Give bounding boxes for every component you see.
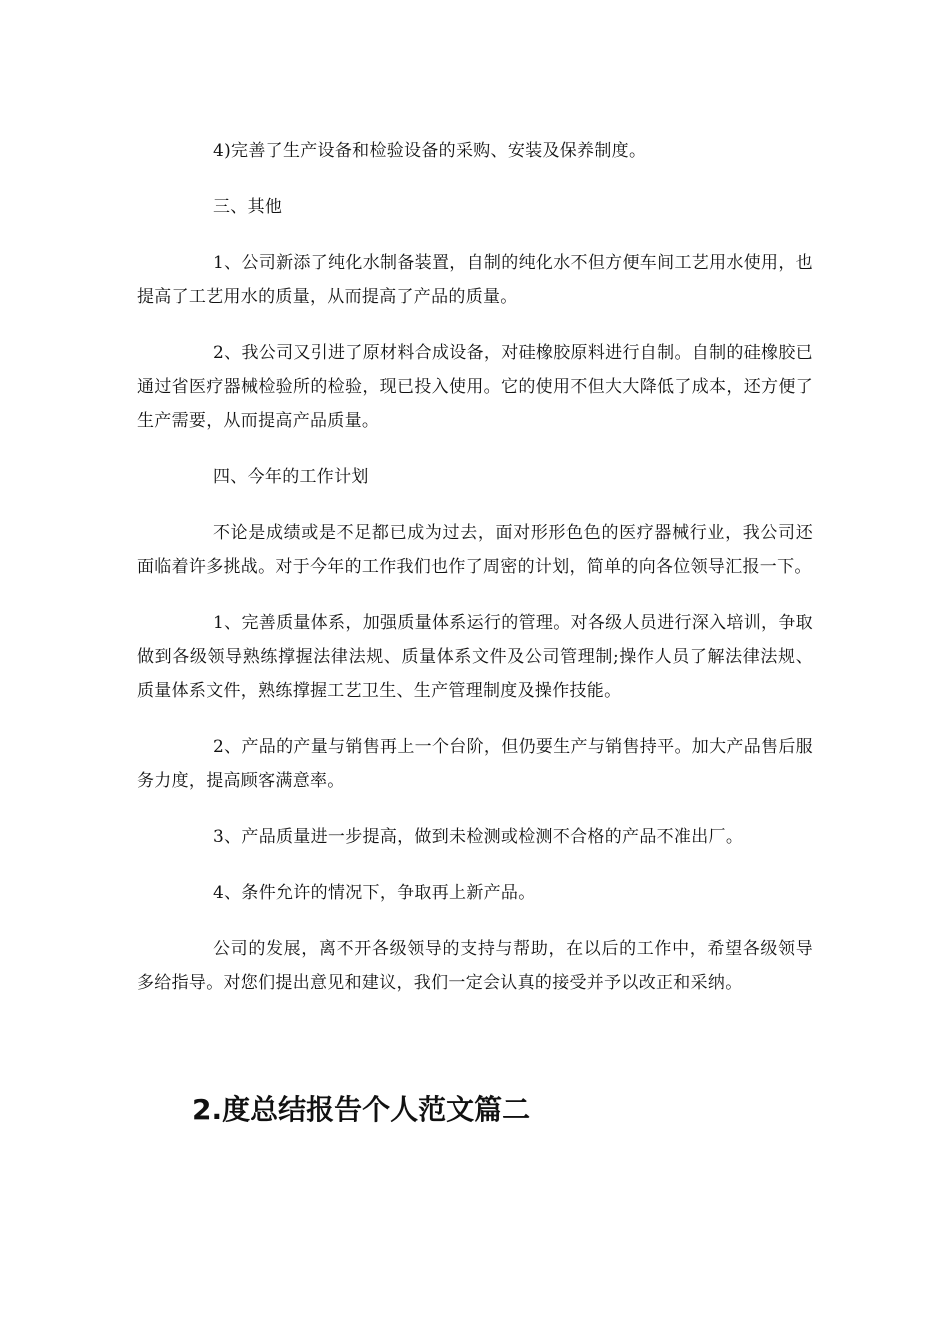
section-title-others: 三、其他 (213, 197, 283, 217)
paragraph-equipment-procurement: 4)完善了生产设备和检验设备的采购、安装及保养制度。 (213, 141, 647, 161)
paragraph-plan-product-quality: 3、产品质量进一步提高，做到未检测或检测不合格的产品不准出厂。 (213, 827, 744, 847)
document-body (137, 134, 813, 1022)
paragraph-purified-water: 1、公司新添了纯化水制备装置，自制的纯化水不但方便车间工艺用水使用，也提高了工艺用水的质量，从而提高了产品的质量。 (137, 253, 813, 307)
section-title-work-plan: 四、今年的工作计划 (213, 467, 369, 487)
paragraph-plan-intro: 不论是成绩或是不足都已成为过去，面对形形色色的医疗器械行业，我公司还面临着许多挑战。对于今年的工作我们也作了周密的计划，简单的向各位领导汇报一下。 (137, 523, 813, 577)
paragraph-plan-production-sales: 2、产品的产量与销售再上一个台阶，但仍要生产与销售持平。加大产品售后服务力度，提高顾客满意率。 (137, 737, 813, 791)
section-heading: 2.度总结报告个人范文篇二 (192, 1093, 531, 1126)
paragraph-plan-quality-system: 1、完善质量体系，加强质量体系运行的管理。对各级人员进行深入培训，争取做到各级领导熟练撑握法律法规、质量体系文件及公司管理制;操作人员了解法律法规、质量体系文件，熟练撑握工艺卫生、生产管理制度及操作技能。 (137, 613, 813, 701)
paragraph-closing: 公司的发展，离不开各级领导的支持与帮助，在以后的工作中，希望各级领导多给指导。对您们提出意见和建议，我们一定会认真的接受并予以改正和采纳。 (137, 939, 813, 993)
paragraph-plan-new-products: 4、条件允许的情况下，争取再上新产品。 (213, 883, 536, 903)
paragraph-silicone-rubber: 2、我公司又引进了原材料合成设备，对硅橡胶原料进行自制。自制的硅橡胶已通过省医疗器械检验所的检验，现已投入使用。它的使用不但大大降低了成本，还方便了生产需要，从而提高产品质量。 (137, 343, 813, 431)
